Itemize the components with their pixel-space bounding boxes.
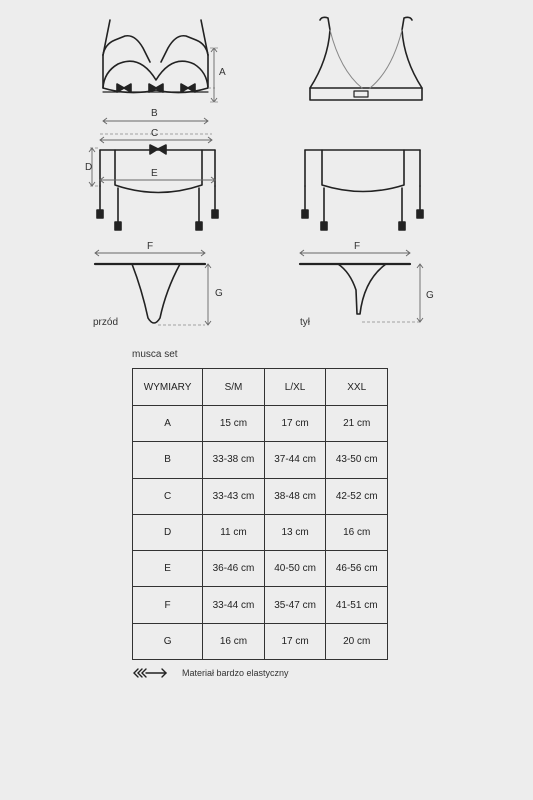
- garter-belt-back-drawing: [302, 150, 423, 230]
- table-cell: 43-50 cm: [326, 442, 388, 478]
- back-view-label: tył: [300, 317, 310, 328]
- table-cell: 33-44 cm: [203, 587, 265, 623]
- table-row: [133, 587, 388, 623]
- thong-front-drawing: [95, 264, 205, 323]
- dimension-label-d: D: [85, 162, 93, 173]
- table-cell: 16 cm: [326, 514, 388, 550]
- table-row: [133, 551, 388, 587]
- table-cell: 20 cm: [326, 623, 388, 659]
- table-cell: 17 cm: [264, 406, 326, 442]
- dimension-label-c: C: [151, 128, 159, 139]
- table-cell: C: [133, 478, 203, 514]
- table-cell: 37-44 cm: [264, 442, 326, 478]
- table-cell: F: [133, 587, 203, 623]
- dimension-label-g-front: G: [215, 288, 223, 299]
- elastic-arrow-icon: [132, 668, 168, 678]
- dimension-label-a: A: [219, 67, 226, 78]
- table-row: [133, 514, 388, 550]
- table-cell: 46-56 cm: [326, 551, 388, 587]
- set-title: musca set: [132, 349, 178, 360]
- size-table: [132, 368, 388, 660]
- table-cell: 17 cm: [264, 623, 326, 659]
- table-cell: 41-51 cm: [326, 587, 388, 623]
- table-cell: 38-48 cm: [264, 478, 326, 514]
- dimension-label-e: E: [151, 168, 158, 179]
- dimension-label-f-front: F: [147, 241, 154, 252]
- table-cell: 40-50 cm: [264, 551, 326, 587]
- legend: [132, 668, 289, 678]
- table-row: [133, 623, 388, 659]
- table-row: [133, 478, 388, 514]
- table-cell: E: [133, 551, 203, 587]
- table-cell: 33-38 cm: [203, 442, 265, 478]
- header-cell: S/M: [203, 369, 265, 406]
- table-cell: 36-46 cm: [203, 551, 265, 587]
- table-cell: B: [133, 442, 203, 478]
- table-cell: 13 cm: [264, 514, 326, 550]
- table-cell: G: [133, 623, 203, 659]
- table-cell: 35-47 cm: [264, 587, 326, 623]
- bra-front-drawing: [103, 20, 208, 93]
- table-cell: 15 cm: [203, 406, 265, 442]
- table-row: [133, 442, 388, 478]
- table-cell: 16 cm: [203, 623, 265, 659]
- table-cell: 21 cm: [326, 406, 388, 442]
- header-cell: XXL: [326, 369, 388, 406]
- garment-diagrams: [0, 0, 533, 340]
- header-cell: WYMIARY: [133, 369, 203, 406]
- front-view-label: przód: [93, 317, 119, 328]
- dimension-label-g-back: G: [426, 290, 434, 301]
- dimension-label-f-back: F: [354, 241, 361, 252]
- garter-belt-bow: [150, 145, 166, 154]
- table-cell: D: [133, 514, 203, 550]
- garment-drawings: [0, 0, 533, 340]
- table-header-row: [133, 369, 388, 406]
- legend-text: Materiał bardzo elastyczny: [182, 668, 289, 678]
- table-cell: 33-43 cm: [203, 478, 265, 514]
- bra-back-drawing: [310, 17, 422, 100]
- header-cell: L/XL: [264, 369, 326, 406]
- table-cell: 11 cm: [203, 514, 265, 550]
- table-row: [133, 406, 388, 442]
- table-cell: A: [133, 406, 203, 442]
- thong-back-drawing: [300, 264, 410, 314]
- garter-belt-front-drawing: [97, 150, 218, 230]
- table-cell: 42-52 cm: [326, 478, 388, 514]
- dimension-label-b: B: [151, 108, 158, 119]
